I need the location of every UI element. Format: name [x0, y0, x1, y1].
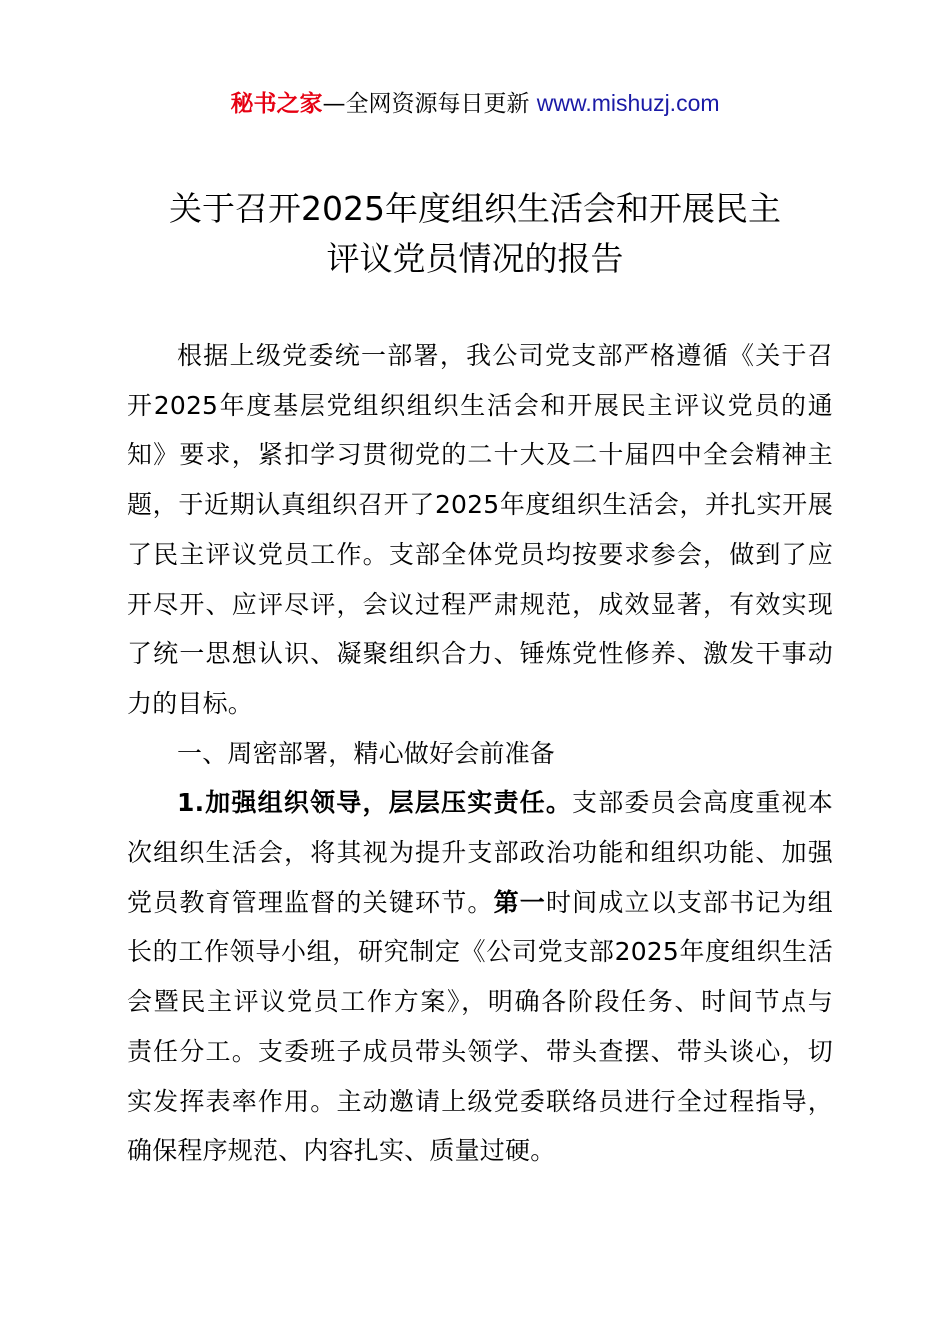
document-body [127, 331, 833, 1176]
text-line: 根据上级党委统一部署，我公司党支部严格遵循《关于召 [177, 341, 833, 370]
text-line: 题，于近期认真组织召开了2025年度组织生活会，并扎实开展 [127, 490, 833, 520]
text-line: 长的工作领导小组，研究制定《公司党支部2025年度组织生活 [127, 937, 833, 967]
brand-name: 秘书之家 [230, 91, 323, 117]
text-line: 会暨民主评议党员工作方案》，明确各阶段任务、时间节点与 [127, 987, 833, 1017]
text-line: 责任分工。支委班子成员带头领学、带头查摆、带头谈心，切 [127, 1036, 833, 1066]
text-line: 开2025年度基层党组织组织生活会和开展民主评议党员的通 [127, 390, 833, 420]
section-heading-1 [127, 729, 833, 779]
bold-run: 第一 [493, 887, 546, 917]
heading-text: 一、周密部署，精心做好会前准备 [177, 738, 556, 768]
site-header [0, 86, 950, 121]
text-line: 知》要求，紧扣学习贯彻党的二十大及二十届四中全会精神主 [127, 440, 833, 470]
text-line: 次组织生活会，将其视为提升支部政治功能和组织功能、加强 [127, 838, 833, 868]
text-run: 党员教育管理监督的关键环节。 [127, 887, 494, 917]
title-line-2: 评议党员情况的报告 [326, 239, 624, 278]
text-run: 支部委员会高度重视本 [572, 788, 833, 818]
text-line: 了统一思想认识、凝聚组织合力、锤炼党性修养、激发干事动 [127, 639, 833, 669]
header-tagline: —全网资源每日更新 [322, 91, 537, 117]
paragraph-section-1-item-1 [127, 778, 833, 1176]
document-title [100, 184, 850, 284]
title-line-1: 关于召开2025年度组织生活会和开展民主 [169, 189, 781, 228]
paragraph-intro [127, 331, 833, 729]
text-line: 开尽开、应评尽评，会议过程严肃规范，成效显著，有效实现 [127, 589, 833, 619]
text-line [127, 778, 833, 828]
text-line: 确保程序规范、内容扎实、质量过硬。 [127, 1136, 556, 1166]
site-url-link[interactable]: www.mishuzj.com [536, 90, 720, 116]
bold-lead: 1.加强组织领导，层层压实责任。 [177, 788, 573, 818]
text-line: 力的目标。 [127, 688, 254, 718]
text-run: 时间成立以支部书记为组 [545, 887, 833, 917]
text-line: 实发挥表率作用。主动邀请上级党委联络员进行全过程指导， [127, 1086, 833, 1116]
text-line: 了民主评议党员工作。支部全体党员均按要求参会，做到了应 [127, 539, 833, 569]
text-line [127, 878, 833, 928]
